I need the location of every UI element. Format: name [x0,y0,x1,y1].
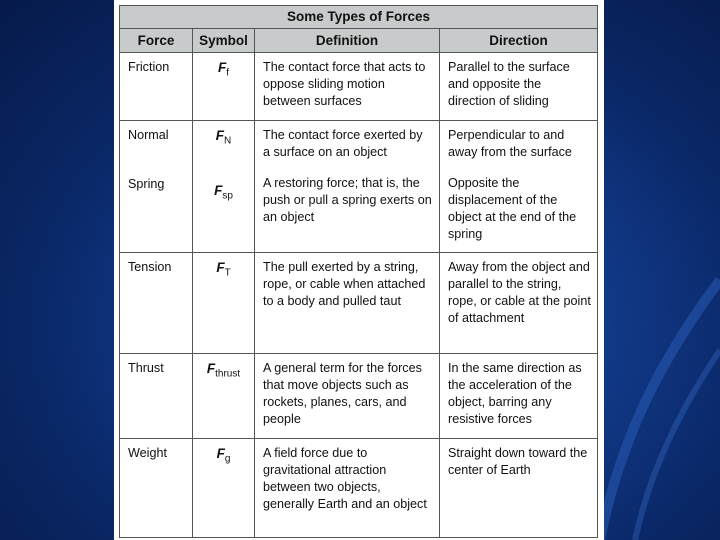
force-definition: The contact force exerted by a surface on an object [263,128,423,159]
background-swoosh [590,240,720,540]
force-symbol: $F_{thrust}$ [206,361,241,380]
table-row-normal-spring [120,121,598,253]
table-row-friction [120,53,598,121]
force-definition: The contact force that acts to oppose sliding motion between surfaces [263,60,426,108]
force-symbol: $F_{sp}$ [214,182,233,202]
force-definition: A restoring force; that is, the push or pull a spring exerts on an object [263,176,432,224]
table-title: Some Types of Forces [120,6,598,29]
force-name: Thrust [128,361,164,375]
header-force: Force [120,29,193,53]
table-row-weight [120,439,598,538]
force-symbol: $F_g$ [216,446,231,465]
table-row-thrust [120,354,598,439]
force-symbol: $F_T$ [216,260,231,279]
force-name: Friction [128,60,170,74]
force-direction: Parallel to the surface and opposite the direction of sliding [448,60,570,108]
force-direction: Perpendicular to and away from the surface [448,128,572,159]
force-definition: A field force due to gravitational attraction between two objects, generally Earth and an object [263,446,427,511]
header-symbol: Symbol [193,29,255,53]
forces-table [119,5,598,538]
force-direction: In the same direction as the acceleration of the object, barring any resistive forces [448,361,582,426]
force-name: Normal [128,128,169,142]
force-name: Weight [128,446,167,460]
force-definition: A general term for the forces that move objects such as rockets, planes, cars, and people [263,361,422,426]
header-direction: Direction [440,29,598,53]
force-name: Spring [128,177,165,191]
force-direction: Away from the object and parallel to the string, rope, or cable at the point of attachment [448,260,591,325]
header-definition: Definition [255,29,440,53]
force-name: Tension [128,260,172,274]
forces-table-sheet [114,0,604,540]
table-row-tension [120,253,598,354]
force-symbol: $F_N$ [215,128,232,147]
force-definition: The pull exerted by a string, rope, or cable when attached to a body and pulled taut [263,260,426,308]
force-direction: Straight down toward the center of Earth [448,446,588,477]
force-direction: Opposite the displacement of the object at the end of the spring [448,176,577,241]
force-symbol: $F_f$ [217,60,230,79]
